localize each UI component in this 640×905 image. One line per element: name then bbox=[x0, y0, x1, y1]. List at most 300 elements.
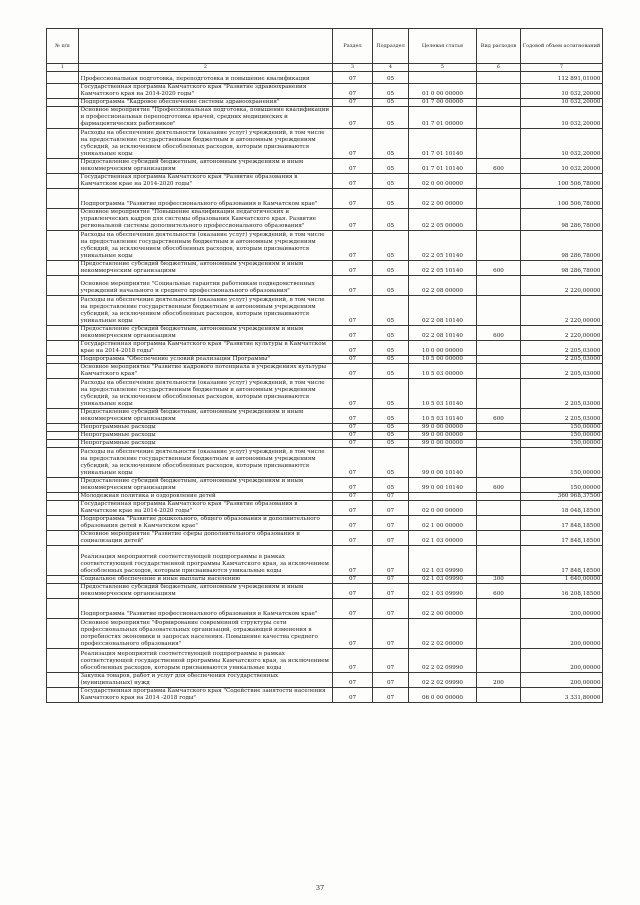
cell-num bbox=[47, 440, 79, 448]
table-row bbox=[47, 673, 603, 688]
cell-sum: 10 032,20000 bbox=[521, 159, 603, 174]
cell-csr: 99 0 00 00000 bbox=[409, 424, 477, 432]
budget-table bbox=[46, 28, 603, 703]
table-row bbox=[47, 189, 603, 209]
cell-razdel: 07 bbox=[333, 409, 373, 424]
cell-name: Расходы на обеспечение деятельности (оказание услуг) учреждений, в том числе на предоставление государственным бюджетным и автономным учреждениям субсидий, за исключением обособленных расходов, которым присваиваются уникальные коды bbox=[79, 231, 333, 261]
cell-vr bbox=[477, 209, 521, 231]
cell-num bbox=[47, 501, 79, 516]
table-row bbox=[47, 432, 603, 440]
cell-name: Предоставление субсидий бюджетным, автономным учреждениям и иным некоммерческим организациям bbox=[79, 159, 333, 174]
cell-razdel: 07 bbox=[333, 478, 373, 493]
cell-csr: 02 2 00 00000 bbox=[409, 189, 477, 209]
cell-podrazdel: 05 bbox=[373, 174, 409, 189]
cell-name: Основное мероприятие "Развитие кадрового потенциала в учреждениях культуры Камчатского края" bbox=[79, 364, 333, 379]
cell-csr: 02 1 03 09990 bbox=[409, 584, 477, 599]
cell-num bbox=[47, 174, 79, 189]
cell-num bbox=[47, 493, 79, 501]
cell-name: Основное мероприятие "Формирование современной структуры сети профессиональных образовательных организаций, отражающей изменения в потребностях экономики и запросах населения. Повышение качества среднего профессионального образования" bbox=[79, 619, 333, 649]
cell-podrazdel: 05 bbox=[373, 107, 409, 129]
cell-csr bbox=[409, 493, 477, 501]
cell-num bbox=[47, 478, 79, 493]
table-row bbox=[47, 107, 603, 129]
cell-podrazdel: 05 bbox=[373, 296, 409, 326]
cell-razdel: 07 bbox=[333, 516, 373, 531]
cell-vr bbox=[477, 364, 521, 379]
cell-csr: 02 2 08 10140 bbox=[409, 296, 477, 326]
table-row bbox=[47, 531, 603, 546]
cell-csr: 10 0 00 00000 bbox=[409, 341, 477, 356]
header-razdel: Раздел bbox=[333, 29, 373, 64]
cell-sum: 98 286,78000 bbox=[521, 231, 603, 261]
cell-podrazdel: 05 bbox=[373, 276, 409, 296]
cell-name: Непрограммные расходы bbox=[79, 440, 333, 448]
cell-csr: 02 2 00 00000 bbox=[409, 599, 477, 619]
cell-razdel: 07 bbox=[333, 326, 373, 341]
table-row bbox=[47, 159, 603, 174]
cell-name: Основное мероприятие "Профессиональная подготовка, повышение квалификации и профессиональная переподготовка врачей, средних медицинских и фармацевтических работников" bbox=[79, 107, 333, 129]
cell-podrazdel: 05 bbox=[373, 379, 409, 409]
cell-podrazdel: 07 bbox=[373, 673, 409, 688]
table-row bbox=[47, 576, 603, 584]
cell-razdel: 07 bbox=[333, 440, 373, 448]
cell-podrazdel: 07 bbox=[373, 516, 409, 531]
cell-name: Основное мероприятие "Социальные гарантии работникам подведомственных учреждений начального и среднего профессионального образования" bbox=[79, 276, 333, 296]
cell-razdel: 07 bbox=[333, 448, 373, 478]
cell-num bbox=[47, 72, 79, 84]
cell-podrazdel: 05 bbox=[373, 424, 409, 432]
cell-vr bbox=[477, 379, 521, 409]
cell-sum: 2 220,00000 bbox=[521, 276, 603, 296]
cell-razdel: 07 bbox=[333, 688, 373, 703]
cell-name: Непрограммные расходы bbox=[79, 424, 333, 432]
cell-podrazdel: 05 bbox=[373, 189, 409, 209]
table-row bbox=[47, 261, 603, 276]
cell-csr: 01 0 00 00000 bbox=[409, 84, 477, 99]
cell-vr: 600 bbox=[477, 584, 521, 599]
cell-razdel: 07 bbox=[333, 189, 373, 209]
cell-csr: 02 2 05 10140 bbox=[409, 231, 477, 261]
cell-num bbox=[47, 326, 79, 341]
cell-num bbox=[47, 356, 79, 364]
cell-sum: 200,00000 bbox=[521, 619, 603, 649]
cell-podrazdel: 05 bbox=[373, 364, 409, 379]
page-number: 37 bbox=[315, 884, 325, 892]
table-row bbox=[47, 516, 603, 531]
cell-podrazdel: 05 bbox=[373, 326, 409, 341]
cell-podrazdel: 05 bbox=[373, 231, 409, 261]
cell-sum: 200,00000 bbox=[521, 599, 603, 619]
cell-razdel: 07 bbox=[333, 261, 373, 276]
cell-num bbox=[47, 516, 79, 531]
cell-sum: 10 032,20000 bbox=[521, 99, 603, 107]
cell-vr bbox=[477, 174, 521, 189]
cell-num bbox=[47, 409, 79, 424]
table-body bbox=[47, 72, 603, 703]
cell-sum: 98 286,78000 bbox=[521, 261, 603, 276]
cell-num bbox=[47, 649, 79, 673]
cell-razdel: 07 bbox=[333, 619, 373, 649]
table-row bbox=[47, 276, 603, 296]
cell-num bbox=[47, 546, 79, 576]
cell-razdel: 07 bbox=[333, 501, 373, 516]
cell-podrazdel: 07 bbox=[373, 584, 409, 599]
cell-vr bbox=[477, 84, 521, 99]
cell-csr: 02 2 05 00000 bbox=[409, 209, 477, 231]
cell-sum: 10 032,20000 bbox=[521, 84, 603, 99]
table-row bbox=[47, 231, 603, 261]
cell-num bbox=[47, 432, 79, 440]
cell-name: Государственная программа Камчатского края "Развитие образования в Камчатском крае на 2014-2020 годы" bbox=[79, 174, 333, 189]
cell-vr: 600 bbox=[477, 159, 521, 174]
cell-razdel: 07 bbox=[333, 72, 373, 84]
table-row bbox=[47, 99, 603, 107]
cell-razdel: 07 bbox=[333, 531, 373, 546]
cell-sum: 16 208,18500 bbox=[521, 584, 603, 599]
table-row bbox=[47, 440, 603, 448]
cell-csr bbox=[409, 72, 477, 84]
cell-razdel: 07 bbox=[333, 356, 373, 364]
cell-razdel: 07 bbox=[333, 129, 373, 159]
cell-vr bbox=[477, 599, 521, 619]
cell-name: Профессиональная подготовка, переподготовка и повышение квалификации bbox=[79, 72, 333, 84]
cell-vr bbox=[477, 619, 521, 649]
cell-sum: 10 032,20000 bbox=[521, 107, 603, 129]
cell-vr bbox=[477, 501, 521, 516]
cell-csr: 10 5 03 10140 bbox=[409, 409, 477, 424]
cell-vr bbox=[477, 296, 521, 326]
cell-vr bbox=[477, 516, 521, 531]
cell-num bbox=[47, 99, 79, 107]
cell-name: Подпрограмма "Развитие профессионального образования в Камчатском крае" bbox=[79, 599, 333, 619]
cell-razdel: 07 bbox=[333, 546, 373, 576]
cell-name: Расходы на обеспечение деятельности (оказание услуг) учреждений, в том числе на предоставление государственным бюджетным и автономным учреждениям субсидий, за исключением обособленных расходов, которым присваиваются уникальные коды bbox=[79, 448, 333, 478]
cell-sum: 2 220,00000 bbox=[521, 296, 603, 326]
table-row bbox=[47, 341, 603, 356]
cell-num bbox=[47, 209, 79, 231]
cell-razdel: 07 bbox=[333, 84, 373, 99]
table-row bbox=[47, 72, 603, 84]
cell-sum: 100 506,78000 bbox=[521, 189, 603, 209]
cell-vr bbox=[477, 72, 521, 84]
table-row bbox=[47, 584, 603, 599]
cell-sum: 2 205,03000 bbox=[521, 356, 603, 364]
cell-name: Закупка товаров, работ и услуг для обеспечения государственных (муниципальных) нужд bbox=[79, 673, 333, 688]
cell-razdel: 07 bbox=[333, 209, 373, 231]
cell-sum: 200,00000 bbox=[521, 649, 603, 673]
cell-razdel: 07 bbox=[333, 296, 373, 326]
table-row bbox=[47, 493, 603, 501]
cell-num bbox=[47, 341, 79, 356]
cell-num bbox=[47, 84, 79, 99]
cell-name: Предоставление субсидий бюджетным, автономным учреждениям и иным некоммерческим организациям bbox=[79, 409, 333, 424]
cell-sum: 10 032,20000 bbox=[521, 129, 603, 159]
header-name bbox=[79, 29, 333, 64]
table-row bbox=[47, 501, 603, 516]
cell-razdel: 07 bbox=[333, 424, 373, 432]
cell-csr: 99 0 00 00000 bbox=[409, 432, 477, 440]
cell-sum: 150,00000 bbox=[521, 432, 603, 440]
header-num: № п/п bbox=[47, 29, 79, 64]
cell-razdel: 07 bbox=[333, 231, 373, 261]
cell-vr bbox=[477, 341, 521, 356]
cell-csr: 99 0 00 00000 bbox=[409, 440, 477, 448]
cell-podrazdel: 05 bbox=[373, 432, 409, 440]
cell-csr: 01 7 00 00000 bbox=[409, 99, 477, 107]
cell-podrazdel: 05 bbox=[373, 261, 409, 276]
cell-vr bbox=[477, 440, 521, 448]
cell-podrazdel: 07 bbox=[373, 493, 409, 501]
cell-csr: 01 7 01 10140 bbox=[409, 159, 477, 174]
cell-sum: 150,00000 bbox=[521, 424, 603, 432]
cell-name: Молодежная политика и оздоровление детей bbox=[79, 493, 333, 501]
cell-num bbox=[47, 688, 79, 703]
table-row bbox=[47, 379, 603, 409]
cell-podrazdel: 05 bbox=[373, 209, 409, 231]
cell-razdel: 07 bbox=[333, 432, 373, 440]
cell-csr: 10 5 00 00000 bbox=[409, 356, 477, 364]
cell-num bbox=[47, 189, 79, 209]
cell-razdel: 07 bbox=[333, 673, 373, 688]
cell-podrazdel: 05 bbox=[373, 341, 409, 356]
cell-podrazdel: 07 bbox=[373, 688, 409, 703]
cell-razdel: 07 bbox=[333, 493, 373, 501]
column-index: 1 bbox=[47, 64, 79, 72]
cell-num bbox=[47, 531, 79, 546]
cell-vr bbox=[477, 432, 521, 440]
table-row bbox=[47, 424, 603, 432]
table-row bbox=[47, 688, 603, 703]
cell-vr bbox=[477, 649, 521, 673]
cell-vr: 200 bbox=[477, 673, 521, 688]
cell-name: Предоставление субсидий бюджетным, автономным учреждениям и иным некоммерческим организациям bbox=[79, 584, 333, 599]
cell-name: Расходы на обеспечение деятельности (оказание услуг) учреждений, в том числе на предоставление государственным бюджетным и автономным учреждениям субсидий, за исключением обособленных расходов, которым присваиваются уникальные коды bbox=[79, 379, 333, 409]
cell-csr: 99 0 00 10140 bbox=[409, 448, 477, 478]
cell-podrazdel: 05 bbox=[373, 409, 409, 424]
cell-podrazdel: 05 bbox=[373, 99, 409, 107]
cell-num bbox=[47, 599, 79, 619]
cell-razdel: 07 bbox=[333, 159, 373, 174]
cell-sum: 3 331,80000 bbox=[521, 688, 603, 703]
cell-sum: 17 848,18500 bbox=[521, 516, 603, 531]
cell-name: Государственная программа Камчатского края "Содействие занятости населения Камчатского края на 2014 -2018 годы" bbox=[79, 688, 333, 703]
cell-razdel: 07 bbox=[333, 174, 373, 189]
header-csr: Целевая статья bbox=[409, 29, 477, 64]
cell-num bbox=[47, 107, 79, 129]
cell-csr: 02 1 00 00000 bbox=[409, 516, 477, 531]
cell-razdel: 07 bbox=[333, 584, 373, 599]
header-podrazdel: Подраздел bbox=[373, 29, 409, 64]
header-volume: Годовой объем ассигнований bbox=[521, 29, 603, 64]
cell-razdel: 07 bbox=[333, 599, 373, 619]
cell-vr bbox=[477, 546, 521, 576]
cell-vr bbox=[477, 531, 521, 546]
table-row bbox=[47, 649, 603, 673]
cell-podrazdel: 05 bbox=[373, 356, 409, 364]
cell-sum: 150,00000 bbox=[521, 448, 603, 478]
cell-sum: 200,00000 bbox=[521, 673, 603, 688]
cell-num bbox=[47, 296, 79, 326]
cell-name: Государственная программа Камчатского края "Развитие здравоохранения Камчатского края на 2014-2020 годы" bbox=[79, 84, 333, 99]
cell-name: Подпрограмма "Обеспечение условий реализации Программы" bbox=[79, 356, 333, 364]
cell-vr bbox=[477, 231, 521, 261]
cell-num bbox=[47, 276, 79, 296]
cell-num bbox=[47, 448, 79, 478]
cell-name: Основное мероприятие "Развитие сферы дополнительного образования и социализации детей" bbox=[79, 531, 333, 546]
column-index-row bbox=[47, 64, 603, 72]
cell-num bbox=[47, 584, 79, 599]
table-row bbox=[47, 84, 603, 99]
cell-num bbox=[47, 673, 79, 688]
cell-sum: 360 968,37500 bbox=[521, 493, 603, 501]
cell-num bbox=[47, 159, 79, 174]
cell-podrazdel: 07 bbox=[373, 576, 409, 584]
cell-vr: 600 bbox=[477, 261, 521, 276]
column-index: 5 bbox=[409, 64, 477, 72]
cell-razdel: 07 bbox=[333, 649, 373, 673]
cell-sum: 98 286,78000 bbox=[521, 209, 603, 231]
cell-razdel: 07 bbox=[333, 99, 373, 107]
table-header-row bbox=[47, 29, 603, 64]
cell-csr: 06 0 00 00000 bbox=[409, 688, 477, 703]
cell-csr: 02 1 03 00000 bbox=[409, 531, 477, 546]
cell-vr: 600 bbox=[477, 478, 521, 493]
cell-sum: 112 891,01000 bbox=[521, 72, 603, 84]
cell-num bbox=[47, 576, 79, 584]
column-index: 2 bbox=[79, 64, 333, 72]
cell-vr bbox=[477, 129, 521, 159]
cell-sum: 150,00000 bbox=[521, 440, 603, 448]
cell-name: Социальное обеспечение и иные выплаты населению bbox=[79, 576, 333, 584]
cell-sum: 2 205,03000 bbox=[521, 364, 603, 379]
cell-num bbox=[47, 129, 79, 159]
cell-name: Государственная программа Камчатского края "Развитие культуры в Камчатском крае на 2014-2018 годы" bbox=[79, 341, 333, 356]
cell-vr: 600 bbox=[477, 326, 521, 341]
cell-razdel: 07 bbox=[333, 576, 373, 584]
cell-sum: 100 506,78000 bbox=[521, 174, 603, 189]
cell-sum: 150,00000 bbox=[521, 478, 603, 493]
cell-num bbox=[47, 619, 79, 649]
cell-podrazdel: 07 bbox=[373, 501, 409, 516]
cell-csr: 10 5 03 10140 bbox=[409, 379, 477, 409]
cell-name: Государственная программа Камчатского края "Развитие образования в Камчатском крае на 2014-2020 годы" bbox=[79, 501, 333, 516]
cell-vr: 600 bbox=[477, 409, 521, 424]
cell-sum: 2 205,03000 bbox=[521, 379, 603, 409]
cell-vr bbox=[477, 424, 521, 432]
cell-podrazdel: 05 bbox=[373, 129, 409, 159]
cell-podrazdel: 05 bbox=[373, 478, 409, 493]
cell-num bbox=[47, 261, 79, 276]
table-row bbox=[47, 174, 603, 189]
cell-vr bbox=[477, 189, 521, 209]
cell-vr bbox=[477, 107, 521, 129]
cell-num bbox=[47, 231, 79, 261]
cell-num bbox=[47, 424, 79, 432]
cell-podrazdel: 05 bbox=[373, 440, 409, 448]
cell-podrazdel: 07 bbox=[373, 619, 409, 649]
table-row bbox=[47, 296, 603, 326]
table-row bbox=[47, 409, 603, 424]
table-row bbox=[47, 478, 603, 493]
table-row bbox=[47, 619, 603, 649]
column-index: 4 bbox=[373, 64, 409, 72]
cell-csr: 02 2 05 10140 bbox=[409, 261, 477, 276]
cell-name: Подпрограмма "Развитие дошкольного, общего образования и дополнительного образования детей в Камчатском крае" bbox=[79, 516, 333, 531]
cell-razdel: 07 bbox=[333, 341, 373, 356]
table-row bbox=[47, 356, 603, 364]
cell-vr bbox=[477, 493, 521, 501]
table-row bbox=[47, 129, 603, 159]
cell-sum: 1 640,00000 bbox=[521, 576, 603, 584]
cell-name: Реализация мероприятий соответствующей подпрограммы в рамках соответствующей государственной программы Камчатского края, за исключением обособленных расходов, которым присваиваются уникальные коды bbox=[79, 649, 333, 673]
header-vr: Вид расходов bbox=[477, 29, 521, 64]
table-row bbox=[47, 326, 603, 341]
column-index: 7 bbox=[521, 64, 603, 72]
cell-csr: 99 0 00 10140 bbox=[409, 478, 477, 493]
cell-csr: 02 0 00 00000 bbox=[409, 501, 477, 516]
cell-razdel: 07 bbox=[333, 107, 373, 129]
cell-podrazdel: 05 bbox=[373, 159, 409, 174]
table-row bbox=[47, 599, 603, 619]
cell-podrazdel: 07 bbox=[373, 546, 409, 576]
cell-podrazdel: 07 bbox=[373, 531, 409, 546]
cell-name: Предоставление субсидий бюджетным, автономным учреждениям и иным некоммерческим организациям bbox=[79, 326, 333, 341]
cell-vr bbox=[477, 276, 521, 296]
cell-csr: 02 1 03 09990 bbox=[409, 576, 477, 584]
cell-vr bbox=[477, 99, 521, 107]
cell-podrazdel: 07 bbox=[373, 599, 409, 619]
cell-csr: 02 2 02 00000 bbox=[409, 619, 477, 649]
cell-podrazdel: 05 bbox=[373, 72, 409, 84]
cell-name: Расходы на обеспечение деятельности (оказание услуг) учреждений, в том числе на предоставление государственным бюджетным и автономным учреждениям субсидий, за исключением обособленных расходов, которым присваиваются уникальные коды bbox=[79, 129, 333, 159]
cell-csr: 02 2 02 09990 bbox=[409, 673, 477, 688]
cell-sum: 2 205,03000 bbox=[521, 341, 603, 356]
cell-csr: 10 5 03 00000 bbox=[409, 364, 477, 379]
table-row bbox=[47, 546, 603, 576]
cell-name: Предоставление субсидий бюджетным, автономным учреждениям и иным некоммерческим организациям bbox=[79, 478, 333, 493]
column-index: 6 bbox=[477, 64, 521, 72]
cell-razdel: 07 bbox=[333, 364, 373, 379]
cell-csr: 02 2 08 00000 bbox=[409, 276, 477, 296]
cell-num bbox=[47, 364, 79, 379]
cell-csr: 02 0 00 00000 bbox=[409, 174, 477, 189]
cell-podrazdel: 07 bbox=[373, 649, 409, 673]
cell-name: Подпрограмма "Кадровое обеспечение системы здравоохранения" bbox=[79, 99, 333, 107]
cell-sum: 17 848,18500 bbox=[521, 546, 603, 576]
cell-name: Непрограммные расходы bbox=[79, 432, 333, 440]
cell-vr: 300 bbox=[477, 576, 521, 584]
cell-num bbox=[47, 379, 79, 409]
cell-sum: 2 220,00000 bbox=[521, 326, 603, 341]
column-index: 3 bbox=[333, 64, 373, 72]
cell-name: Предоставление субсидий бюджетным, автономным учреждениям и иным некоммерческим организациям bbox=[79, 261, 333, 276]
cell-podrazdel: 05 bbox=[373, 84, 409, 99]
cell-csr: 02 2 08 10140 bbox=[409, 326, 477, 341]
table-row bbox=[47, 448, 603, 478]
table-row bbox=[47, 209, 603, 231]
cell-csr: 02 1 03 09990 bbox=[409, 546, 477, 576]
cell-name: Расходы на обеспечение деятельности (оказание услуг) учреждений, в том числе на предоставление государственным бюджетным и автономным учреждениям субсидий, за исключением обособленных расходов, которым присваиваются уникальные коды bbox=[79, 296, 333, 326]
cell-vr bbox=[477, 356, 521, 364]
cell-vr bbox=[477, 688, 521, 703]
cell-sum: 18 048,18500 bbox=[521, 501, 603, 516]
cell-sum: 2 205,03000 bbox=[521, 409, 603, 424]
cell-csr: 01 7 01 00000 bbox=[409, 107, 477, 129]
cell-razdel: 07 bbox=[333, 379, 373, 409]
cell-razdel: 07 bbox=[333, 276, 373, 296]
table-row bbox=[47, 364, 603, 379]
cell-podrazdel: 05 bbox=[373, 448, 409, 478]
